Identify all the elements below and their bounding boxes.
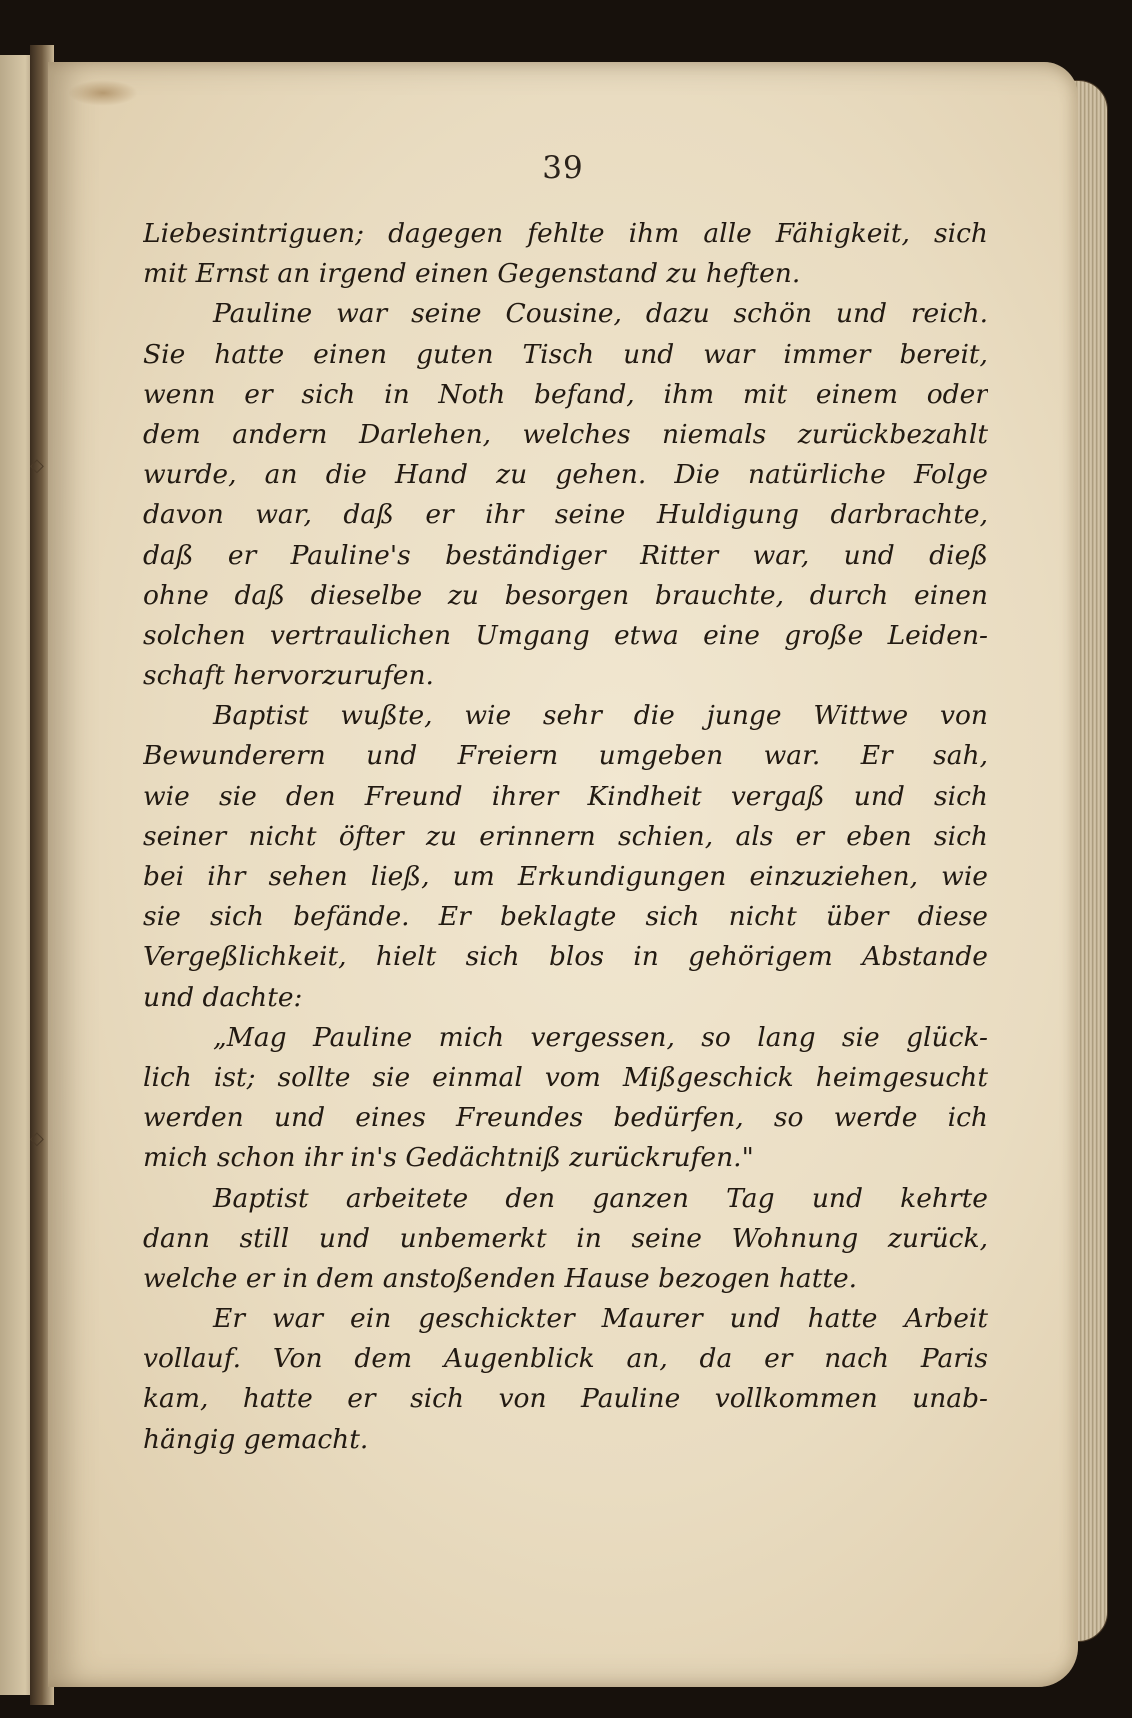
text-line: schaft hervorzurufen.	[143, 660, 434, 692]
text-line: und dachte:	[143, 981, 303, 1013]
text-line: bei ihr sehen ließ, um Erkundigungen einzuziehen, wie	[143, 861, 988, 892]
text-line: wenn er sich in Noth befand, ihm mit einem oder	[143, 378, 988, 410]
text-line: daß er Pauline's beständiger Ritter war, und dieß	[143, 539, 988, 571]
text-line: wie sie den Freund ihrer Kindheit vergaß und sich	[143, 780, 988, 812]
text-line: mich schon ihr in's Gedächtniß zurückrufen."	[143, 1142, 754, 1174]
text-line: dem andern Darlehen, welches niemals zurückbezahlt	[143, 418, 988, 450]
text-line: werden und eines Freundes bedürfen, so werde ich	[143, 1102, 988, 1134]
page-number: 39	[542, 150, 584, 186]
text-line: hängig gemacht.	[143, 1423, 369, 1455]
body-text	[143, 214, 988, 1460]
text-line: lich ist; sollte sie einmal vom Mißgeschick heimgesucht	[143, 1061, 988, 1093]
text-line: welche er in dem anstoßenden Hause bezogen hatte.	[143, 1262, 858, 1294]
text-line: solchen vertraulichen Umgang etwa eine große Leiden-	[143, 619, 988, 651]
paper-stain	[68, 80, 138, 106]
text-line: Pauline war seine Cousine, dazu schön und reich.	[213, 298, 988, 330]
text-line: Baptist arbeitete den ganzen Tag und kehrte	[213, 1182, 988, 1214]
margin-mark-icon: ◇	[30, 455, 44, 476]
book-page	[48, 62, 1078, 1687]
text-line: dann still und unbemerkt in seine Wohnung zurück,	[143, 1222, 988, 1254]
text-line: seiner nicht öfter zu erinnern schien, als er eben sich	[143, 820, 988, 852]
text-line: Er war ein geschickter Maurer und hatte Arbeit	[213, 1303, 988, 1335]
text-line: sie sich befände. Er beklagte sich nicht über diese	[143, 901, 988, 933]
text-line: Bewunderern und Freiern umgeben war. Er sah,	[143, 740, 988, 772]
text-line: Liebesintriguen; dagegen fehlte ihm alle Fähigkeit, sich	[143, 218, 988, 249]
text-line: Baptist wußte, wie sehr die junge Wittwe von	[213, 700, 988, 732]
text-line: ohne daß dieselbe zu besorgen brauchte, durch einen	[143, 579, 988, 611]
text-line: Sie hatte einen guten Tisch und war immer bereit,	[143, 338, 988, 370]
text-line: „Mag Pauline mich vergessen, so lang sie glück-	[213, 1021, 988, 1053]
text-line: davon war, daß er ihr seine Huldigung darbrachte,	[143, 499, 988, 531]
margin-mark-icon: ◇	[30, 1128, 44, 1149]
text-line: wurde, an die Hand zu gehen. Die natürliche Folge	[143, 459, 988, 491]
text-line: vollauf. Von dem Augenblick an, da er nach Paris	[143, 1343, 988, 1375]
text-line: mit Ernst an irgend einen Gegenstand zu heften.	[143, 258, 801, 290]
text-line: Vergeßlichkeit, hielt sich blos in gehörigem Abstande	[143, 941, 988, 973]
text-line: kam, hatte er sich von Pauline vollkommen unab-	[143, 1383, 988, 1415]
